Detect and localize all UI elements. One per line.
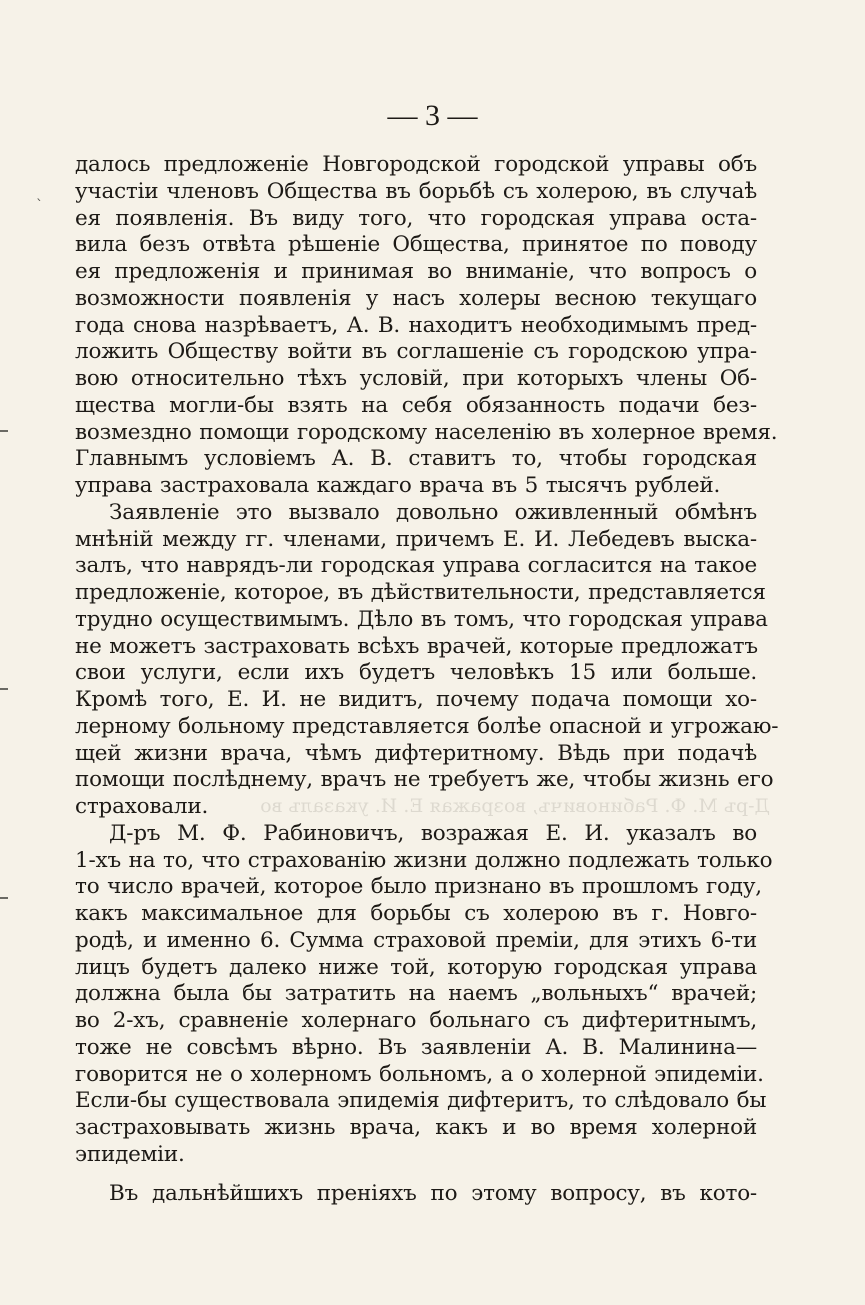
text-line: лерному больному представляется болѣе опасной и угрожаю- [75,713,779,739]
text-line: говорится не о холерномъ больномъ, а о холерной эпидеміи. [75,1061,764,1087]
text-line: Въ дальнѣйшихъ преніяхъ по этому вопросу, въ кото- [109,1180,757,1206]
text-line: 1-хъ на то, что страхованію жизни должно подлежать только [75,847,773,873]
text-line: далось предложеніе Новгородской городской управы объ [75,152,757,177]
paragraph-1 [75,152,778,500]
text-line: должна была бы затратить на наемъ „вольныхъ“ врачей; [75,981,757,1007]
text-line: не можетъ застраховать всѣхъ врачей, которые предложатъ [75,633,758,659]
text-line: Главнымъ условіемъ А. В. ставитъ то, чтобы городская [75,446,757,472]
text-line: мнѣній между гг. членами, причемъ Е. И. Лебедевъ выска- [75,526,757,552]
paragraph-spacer [75,1169,757,1181]
text-line: Если-бы существовала эпидемія дифтеритъ, то слѣдовало бы [75,1088,767,1114]
text-line: эпидеміи. [75,1141,185,1167]
margin-mark [0,430,8,432]
text-line: щества могли-бы взять на себя обязанность подачи без- [75,392,757,418]
text-line: трудно осуществимымъ. Дѣло въ томъ, что городская управа [75,606,768,632]
text-line: помощи послѣднему, врачъ не требуетъ же, чтобы жизнь его [75,767,774,793]
text-line: ложить Обществу войти въ соглашеніе съ городскою упра- [75,339,757,365]
text-line: то число врачей, которое было признано въ прошломъ году, [75,874,762,900]
text-line: Кромѣ того, Е. И. не видитъ, почему подача помощи хо- [75,687,757,712]
text-line: предложеніе, которое, въ дѣйствительности, представляется [75,580,766,605]
text-line: свои услуги, если ихъ будетъ человѣкъ 15 или больше. [75,660,757,686]
text-line: года снова назрѣваетъ, А. В. находитъ необходимымъ пред- [75,312,757,338]
text-line: застраховывать жизнь врача, какъ и во время холерной [75,1115,757,1140]
bleed-through-shadow: Д-ръ М. Ф. Рабиновичъ, возражая Е. И. указалъ во [260,795,770,817]
margin-mark [0,688,8,690]
text-line: тоже не совсѣмъ вѣрно. Въ заявленіи А. В. Малинина— [75,1034,757,1060]
paragraph-3 [75,820,773,1169]
text-line: вою относительно тѣхъ условій, при которыхъ члены Об- [75,366,757,391]
text-line: управа застраховала каждаго врача въ 5 тысячъ рублей. [75,473,721,498]
text-line: страховали. [75,794,209,819]
margin-mark [0,897,8,899]
body-text [75,152,779,1207]
text-line: какъ максимальное для борьбы съ холерою въ г. Новго- [75,901,757,926]
page-number: — 3 — [387,99,478,132]
paragraph-2 [75,499,779,821]
text-line: лицъ будетъ далеко ниже той, которую городская управа [75,954,757,980]
text-line: ея предложенія и принимая во вниманіе, что вопросъ о [75,259,757,284]
text-line: возможности появленія у насъ холеры весною текущаго [75,285,757,311]
paragraph-4 [75,1181,757,1208]
text-line: участіи членовъ Общества въ борьбѣ съ холерою, въ случаѣ [75,178,757,204]
text-line: ея появленія. Въ виду того, что городская управа оста- [75,205,757,231]
text-line: Заявленіе это вызвало довольно оживленный обмѣнъ [109,499,757,525]
margin-speck: ` [36,198,43,214]
text-line: Д-ръ М. Ф. Рабиновичъ, возражая Е. И. указалъ во [109,820,757,846]
text-line: вила безъ отвѣта рѣшеніе Общества, принятое по поводу [75,232,757,258]
text-line: во 2-хъ, сравненіе холернаго больнаго съ дифтеритнымъ, [75,1008,757,1033]
text-line: родѣ, и именно 6. Сумма страховой преміи, для этихъ 6-ти [75,927,757,953]
text-line: возмездно помощи городскому населенію въ холерное время. [75,419,778,445]
text-line: залъ, что наврядъ-ли городская управа согласится на такое [75,553,758,579]
text-line: щей жизни врача, чѣмъ дифтеритному. Вѣдь при подачѣ [75,740,757,766]
